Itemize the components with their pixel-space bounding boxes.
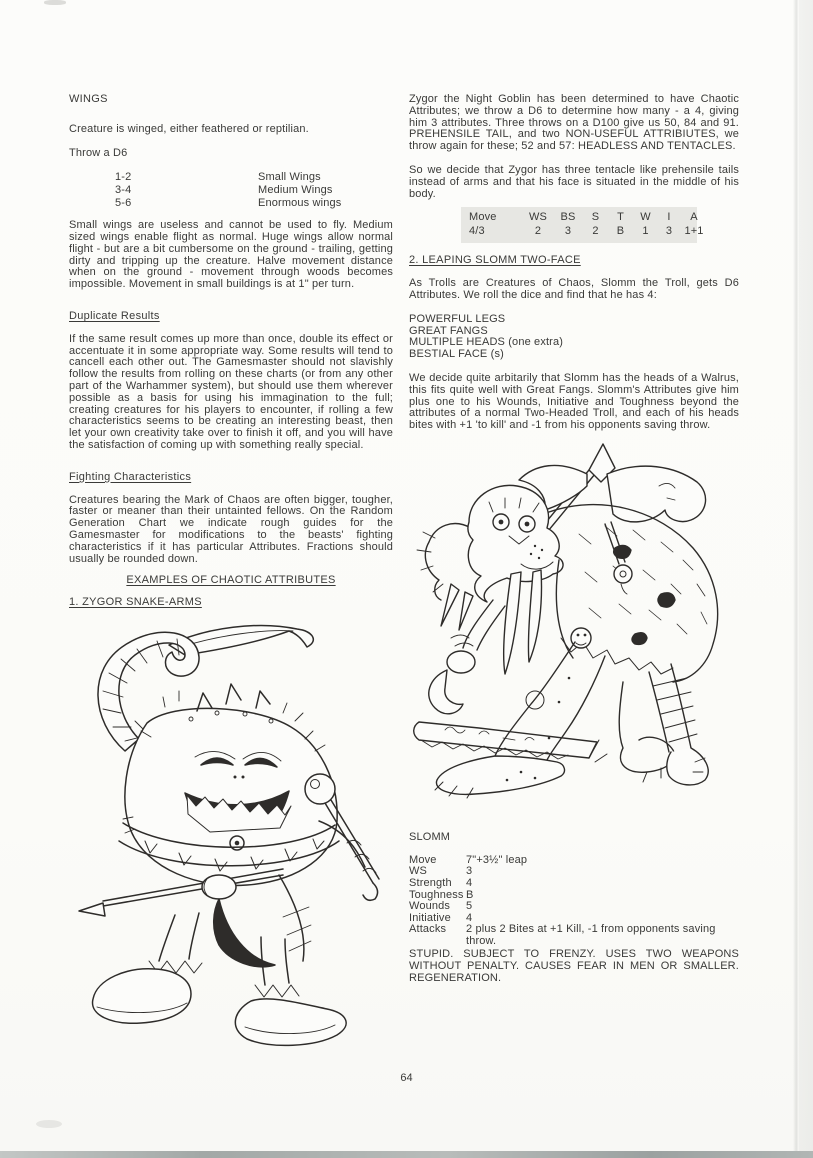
zygor-paragraph-2: So we decide that Zygor has three tentacle like prehensile tails instead of arms and that his face is situated in the middle of his body. (409, 163, 739, 200)
zygor-illustration (69, 617, 393, 1053)
scan-smudge (44, 0, 66, 5)
stat-header: WS (528, 211, 548, 224)
dice-result: Enormous wings (258, 196, 342, 209)
wings-body: Small wings are useless and cannot be used to fly. Medium sized wings enable flight as normal. Huge wings allow normal flight - but are a bit cumbersome on the ground - trailing, getting dirty and tripping up the creature. Halve movement distance when on the ground - movement through woods becomes impossible. Movement in small buildings is at 1" per turn. (69, 219, 393, 291)
duplicate-results-heading: Duplicate Results (69, 309, 160, 322)
stat-value: 2 plus 2 Bites at +1 Kill, -1 from opponents saving throw. (466, 923, 716, 947)
stat-header: Move (469, 211, 497, 224)
stat-header: T (617, 211, 624, 224)
stat-value: 2 (534, 224, 542, 237)
stat-header: W (640, 211, 651, 224)
stat-value: B (616, 224, 625, 237)
wings-heading: WINGS (69, 93, 108, 105)
slomm-heading: 2. LEAPING SLOMM TWO-FACE (409, 254, 581, 267)
slomm-body: We decide quite arbitarily that Slomm has the heads of a Walrus, this fits quite well with Great Fangs. Slomm's Attributes give him plus one to his Wounds, Initiative and Toughness beyond the attributes of a normal Two-Headed Troll, and each of his heads bites with +1 'to kill' and -1 from his opponents saving throw. (409, 371, 739, 432)
table-row (409, 866, 739, 878)
list-item: GREAT FANGS (409, 324, 488, 337)
stat-value: 7"+3½" leap (466, 853, 528, 866)
stat-label: Toughness (409, 888, 464, 901)
stat-label: WS (409, 865, 428, 878)
stat-value-row (469, 224, 704, 239)
list-item: MULTIPLE HEADS (one extra) (409, 336, 564, 349)
fighting-characteristics-heading: Fighting Characteristics (69, 470, 192, 483)
scan-bottom-edge (0, 1151, 813, 1158)
stat-header: I (667, 211, 671, 224)
table-row (409, 924, 739, 947)
table-row (69, 171, 393, 184)
stat-label: Wounds (409, 900, 451, 913)
stat-value: 1+1 (684, 224, 704, 237)
stat-value: 4/3 (469, 224, 485, 237)
stat-header: S (591, 211, 600, 224)
stat-value: 4 (466, 876, 473, 889)
slomm-name: SLOMM (409, 830, 451, 843)
wings-intro: Creature is winged, either feathered or reptilian. (69, 122, 309, 135)
examples-heading: EXAMPLES OF CHAOTIC ATTRIBUTES (126, 574, 336, 587)
stat-value: 5 (466, 900, 473, 913)
stat-value: 3 (564, 224, 572, 237)
zygor-heading: 1. ZYGOR SNAKE-ARMS (69, 596, 202, 609)
stat-label: Initiative (409, 911, 451, 924)
stat-label: Strength (409, 876, 452, 889)
dice-roll: 3-4 (115, 183, 132, 196)
dice-result: Medium Wings (258, 183, 333, 196)
scan-edge-shadow-outer (799, 0, 813, 1158)
slomm-intro: As Trolls are Creatures of Chaos, Slomm the Troll, gets D6 Attributes. We roll the dice and find that he has 4: (409, 277, 739, 301)
duplicate-results-body: If the same result comes up more than once, double its effect or accentuate it in some appropriate way. Some results will tend to cancell each other out. The Gamesmaster should not slavishly follow the results from rolling on these charts (or from any other part of the Warhammer system), but should use them wherever possible as a basis for using his immagination to the full; creating creatures for his players to encounter, if rolling a few characteristics seems to be creating an interesting beast, then let your own creativity take over to finish it off, and you will have the satisfaction of coming up with something really special. (69, 332, 393, 451)
throw-d6-label: Throw a D6 (69, 146, 128, 159)
list-item: BESTIAL FACE (s) (409, 348, 504, 361)
slomm-illustration (409, 442, 731, 826)
fighting-characteristics-body: Creatures bearing the Mark of Chaos are often bigger, tougher, faster or meaner than their untainted fellows. On the Random Generation Chart we indicate rough guides for the Gamesmaster for modifications to the beasts' fighting characteristics if it has particular Attributes. Fractions should usually be rounded down. (69, 493, 393, 565)
stat-value: 1 (642, 224, 649, 237)
page-number: 64 (400, 1072, 413, 1084)
table-row (409, 890, 739, 902)
table-row (69, 184, 393, 197)
slomm-special-rules: STUPID. SUBJECT TO FRENZY. USES TWO WEAPONS WITHOUT PENALTY. CAUSES FEAR IN MEN OR SMALLER. REGENERATION. (409, 948, 739, 985)
left-column (69, 94, 393, 1053)
stat-label: Move (409, 853, 437, 866)
scan-smudge (36, 1120, 62, 1128)
dice-roll: 1-2 (115, 171, 132, 184)
table-row (409, 901, 739, 913)
stat-header: A (690, 211, 698, 224)
zygor-paragraph-1: Zygor the Night Goblin has been determined to have Chaotic Attributes; we throw a D6 to determine how many - a 4, giving him 3 attributes. Three throws on a D100 give us 50, 84 and 91. PREHENSILE TAIL, and two NON-USEFUL ATTRIBIUTES, we throw again for these; 52 and 57: HEADLESS AND TENTACLES. (409, 93, 739, 153)
stat-value: 2 (592, 224, 599, 237)
stat-label: Attacks (409, 923, 447, 936)
slomm-stat-list (409, 855, 739, 948)
stat-value: 3 (466, 865, 473, 878)
stat-value: B (466, 888, 474, 901)
table-row (409, 878, 739, 890)
right-column (409, 94, 739, 985)
stat-value: 3 (665, 224, 673, 237)
zygor-stat-table (461, 207, 704, 243)
wings-dice-table (69, 171, 393, 209)
dice-result: Small Wings (258, 171, 321, 184)
stat-value: 4 (466, 911, 473, 924)
dice-roll: 5-6 (115, 196, 132, 209)
table-row (69, 197, 393, 210)
stat-header: BS (560, 211, 576, 224)
list-item: POWERFUL LEGS (409, 312, 506, 325)
stat-header-row (469, 211, 698, 225)
slomm-attribute-list (409, 314, 739, 361)
table-row (409, 855, 739, 867)
